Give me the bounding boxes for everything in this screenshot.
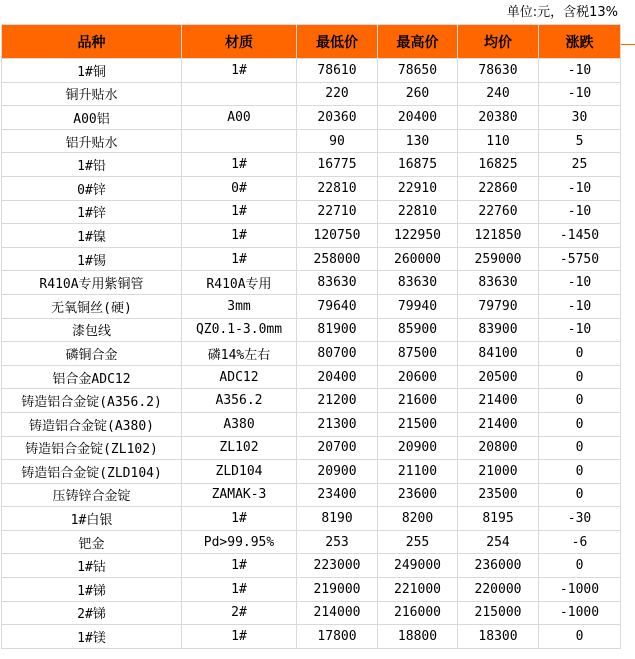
cell-change: 0 [539, 483, 621, 507]
table-row [2, 483, 621, 507]
cell-change: 0 [539, 625, 621, 649]
cell-low-price: 20700 [297, 436, 378, 460]
cell-variety: 铝合金ADC12 [2, 365, 182, 389]
cell-change: 0 [539, 554, 621, 578]
cell-high-price: 16875 [378, 153, 458, 177]
cell-high-price: 22810 [378, 200, 458, 224]
cell-change: 0 [539, 365, 621, 389]
cell-variety: 2#锑 [2, 601, 182, 625]
table-row [2, 153, 621, 177]
cell-low-price: 253 [297, 530, 378, 554]
cell-material [182, 129, 297, 153]
cell-change: 25 [539, 153, 621, 177]
cell-change: 30 [539, 106, 621, 130]
cell-avg-price: 220000 [458, 578, 539, 602]
cell-variety: 铸造铝合金锭(ZL102) [2, 436, 182, 460]
cell-change: 0 [539, 436, 621, 460]
cell-material: ZLD104 [182, 460, 297, 484]
cell-avg-price: 21000 [458, 460, 539, 484]
cell-change: -30 [539, 507, 621, 531]
cell-material: 2# [182, 601, 297, 625]
cell-low-price: 21300 [297, 412, 378, 436]
table-row [2, 318, 621, 342]
cell-material: 1# [182, 507, 297, 531]
cell-material: 1# [182, 247, 297, 271]
cell-variety: 钯金 [2, 530, 182, 554]
table-row [2, 578, 621, 602]
cell-material: R410A专用 [182, 271, 297, 295]
cell-high-price: 83630 [378, 271, 458, 295]
table-row [2, 247, 621, 271]
cell-change: -10 [539, 271, 621, 295]
cell-high-price: 216000 [378, 601, 458, 625]
cell-material: 0# [182, 176, 297, 200]
table-row [2, 271, 621, 295]
cell-material: 1# [182, 625, 297, 649]
cell-avg-price: 83900 [458, 318, 539, 342]
table-row [2, 507, 621, 531]
cell-avg-price: 20380 [458, 106, 539, 130]
cell-high-price: 20400 [378, 106, 458, 130]
cell-variety: 铜升贴水 [2, 82, 182, 106]
cell-material: 1# [182, 153, 297, 177]
cell-avg-price: 84100 [458, 342, 539, 366]
table-row [2, 200, 621, 224]
cell-avg-price: 16825 [458, 153, 539, 177]
cell-material: 1# [182, 554, 297, 578]
cell-material: A380 [182, 412, 297, 436]
cell-high-price: 87500 [378, 342, 458, 366]
header-change: 涨跌 [539, 25, 621, 59]
cell-material: QZ0.1-3.0mm [182, 318, 297, 342]
cell-low-price: 17800 [297, 625, 378, 649]
cell-change: -5750 [539, 247, 621, 271]
cell-variety: 1#镁 [2, 625, 182, 649]
cell-high-price: 255 [378, 530, 458, 554]
cell-change: -10 [539, 318, 621, 342]
cell-avg-price: 259000 [458, 247, 539, 271]
cell-low-price: 120750 [297, 224, 378, 248]
cell-variety: 1#钴 [2, 554, 182, 578]
cell-change: -10 [539, 176, 621, 200]
cell-low-price: 81900 [297, 318, 378, 342]
cell-high-price: 20600 [378, 365, 458, 389]
cell-high-price: 21100 [378, 460, 458, 484]
price-table [1, 24, 621, 649]
header-avg-price: 均价 [458, 25, 539, 59]
cell-change: -1000 [539, 601, 621, 625]
cell-change: -10 [539, 59, 621, 83]
cell-avg-price: 18300 [458, 625, 539, 649]
cell-avg-price: 236000 [458, 554, 539, 578]
cell-change: -10 [539, 200, 621, 224]
cell-avg-price: 78630 [458, 59, 539, 83]
table-row [2, 342, 621, 366]
cell-material: 1# [182, 59, 297, 83]
unit-note: 单位:元，含税13% [506, 5, 618, 20]
cell-high-price: 79940 [378, 294, 458, 318]
table-row [2, 554, 621, 578]
table-row [2, 389, 621, 413]
cell-low-price: 16775 [297, 153, 378, 177]
table-row [2, 106, 621, 130]
cell-high-price: 21600 [378, 389, 458, 413]
cell-low-price: 20360 [297, 106, 378, 130]
cell-avg-price: 83630 [458, 271, 539, 295]
cell-material: 1# [182, 578, 297, 602]
cell-high-price: 85900 [378, 318, 458, 342]
cell-material: Pd>99.95% [182, 530, 297, 554]
cell-material: ZAMAK-3 [182, 483, 297, 507]
cell-change: 0 [539, 412, 621, 436]
cell-low-price: 258000 [297, 247, 378, 271]
cell-change: 0 [539, 389, 621, 413]
table-row [2, 625, 621, 649]
table-row [2, 601, 621, 625]
table-row [2, 530, 621, 554]
cell-high-price: 8200 [378, 507, 458, 531]
cell-low-price: 23400 [297, 483, 378, 507]
cell-material: 1# [182, 200, 297, 224]
cell-variety: 1#铜 [2, 59, 182, 83]
cell-low-price: 214000 [297, 601, 378, 625]
cell-variety: R410A专用紫铜管 [2, 271, 182, 295]
cell-avg-price: 21400 [458, 412, 539, 436]
cell-high-price: 21500 [378, 412, 458, 436]
cell-variety: 1#铅 [2, 153, 182, 177]
header-material: 材质 [182, 25, 297, 59]
header-variety: 品种 [2, 25, 182, 59]
cell-low-price: 22810 [297, 176, 378, 200]
cell-avg-price: 20800 [458, 436, 539, 460]
header-high-price: 最高价 [378, 25, 458, 59]
cell-variety: 1#锑 [2, 578, 182, 602]
cell-high-price: 221000 [378, 578, 458, 602]
cell-low-price: 223000 [297, 554, 378, 578]
table-row [2, 82, 621, 106]
cell-avg-price: 215000 [458, 601, 539, 625]
cell-high-price: 122950 [378, 224, 458, 248]
cell-variety: 1#镍 [2, 224, 182, 248]
header-low-price: 最低价 [297, 25, 378, 59]
cell-change: -1000 [539, 578, 621, 602]
cell-avg-price: 8195 [458, 507, 539, 531]
cell-variety: 铸造铝合金锭(A380) [2, 412, 182, 436]
cell-low-price: 8190 [297, 507, 378, 531]
cell-high-price: 22910 [378, 176, 458, 200]
cell-variety: 铝升贴水 [2, 129, 182, 153]
cell-low-price: 20900 [297, 460, 378, 484]
cell-change: 0 [539, 342, 621, 366]
table-row [2, 294, 621, 318]
header-row [2, 25, 621, 59]
cell-variety: 压铸锌合金锭 [2, 483, 182, 507]
cell-low-price: 80700 [297, 342, 378, 366]
cell-variety: 漆包线 [2, 318, 182, 342]
table-body [2, 59, 621, 649]
cell-avg-price: 22760 [458, 200, 539, 224]
cell-variety: 1#白银 [2, 507, 182, 531]
cell-low-price: 219000 [297, 578, 378, 602]
cell-variety: 1#锌 [2, 200, 182, 224]
cell-avg-price: 21400 [458, 389, 539, 413]
cell-variety: 无氧铜丝(硬) [2, 294, 182, 318]
cell-change: -10 [539, 82, 621, 106]
table-row [2, 412, 621, 436]
cell-low-price: 83630 [297, 271, 378, 295]
cell-high-price: 23600 [378, 483, 458, 507]
table-row [2, 176, 621, 200]
cell-low-price: 20400 [297, 365, 378, 389]
cell-high-price: 260000 [378, 247, 458, 271]
cell-avg-price: 20500 [458, 365, 539, 389]
side-marker [621, 44, 635, 45]
cell-low-price: 21200 [297, 389, 378, 413]
cell-material: ZL102 [182, 436, 297, 460]
cell-variety: A00铝 [2, 106, 182, 130]
cell-variety: 铸造铝合金锭(A356.2) [2, 389, 182, 413]
cell-avg-price: 254 [458, 530, 539, 554]
cell-low-price: 220 [297, 82, 378, 106]
cell-material: 3mm [182, 294, 297, 318]
cell-variety: 磷铜合金 [2, 342, 182, 366]
cell-low-price: 22710 [297, 200, 378, 224]
cell-high-price: 130 [378, 129, 458, 153]
cell-variety: 1#锡 [2, 247, 182, 271]
cell-low-price: 78610 [297, 59, 378, 83]
cell-avg-price: 110 [458, 129, 539, 153]
table-row [2, 59, 621, 83]
cell-variety: 铸造铝合金锭(ZLD104) [2, 460, 182, 484]
cell-high-price: 18800 [378, 625, 458, 649]
cell-change: -6 [539, 530, 621, 554]
cell-avg-price: 23500 [458, 483, 539, 507]
cell-material: 1# [182, 224, 297, 248]
table-row [2, 436, 621, 460]
cell-material: A00 [182, 106, 297, 130]
cell-high-price: 20900 [378, 436, 458, 460]
cell-avg-price: 22860 [458, 176, 539, 200]
cell-material [182, 82, 297, 106]
table-row [2, 129, 621, 153]
cell-variety: 0#锌 [2, 176, 182, 200]
cell-change: -1450 [539, 224, 621, 248]
cell-avg-price: 121850 [458, 224, 539, 248]
cell-low-price: 90 [297, 129, 378, 153]
cell-high-price: 249000 [378, 554, 458, 578]
cell-low-price: 79640 [297, 294, 378, 318]
table-row [2, 224, 621, 248]
cell-avg-price: 79790 [458, 294, 539, 318]
cell-high-price: 78650 [378, 59, 458, 83]
table-row [2, 365, 621, 389]
table-row [2, 460, 621, 484]
cell-change: -10 [539, 294, 621, 318]
cell-material: ADC12 [182, 365, 297, 389]
cell-high-price: 260 [378, 82, 458, 106]
cell-material: 磷14%左右 [182, 342, 297, 366]
cell-avg-price: 240 [458, 82, 539, 106]
cell-change: 0 [539, 460, 621, 484]
cell-material: A356.2 [182, 389, 297, 413]
cell-change: 5 [539, 129, 621, 153]
